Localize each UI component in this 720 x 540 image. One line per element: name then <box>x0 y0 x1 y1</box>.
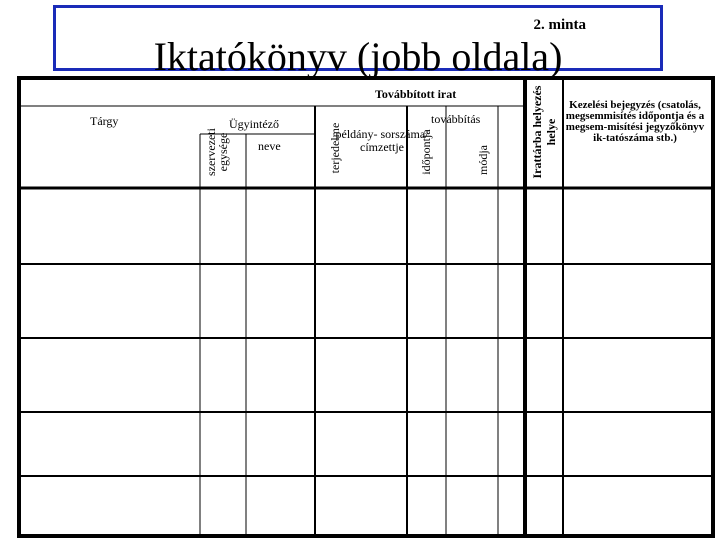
official-name-header: neve <box>258 139 281 153</box>
sample-number: 2. minta <box>533 17 586 33</box>
official-header: Ügyintéző <box>229 117 279 131</box>
subject-header: Tárgy <box>90 114 119 128</box>
archive-place-header: helye <box>544 118 558 146</box>
org-unit-header: szervezeti egysége <box>204 128 230 176</box>
page-title: Iktatókönyv (jobb oldala) <box>153 34 563 79</box>
forwarding-header: továbbítás <box>431 112 481 126</box>
forwarded-document-header: Továbbított irat <box>375 87 457 101</box>
method-header: módja <box>476 145 490 175</box>
register-table <box>17 76 717 540</box>
title-box <box>53 5 663 79</box>
extent-header: terjedelme <box>328 122 342 174</box>
archive-placement-header: Irattárba helyezés <box>530 85 544 179</box>
date-header: időpontja <box>419 129 433 175</box>
handling-note-header: Kezelési bejegyzés (csatolás, megsemmisítés időpontja és a megsem-misítési jegyzőkönyv ik-tatószáma stb.) <box>565 99 705 144</box>
copy-number-header: példány- sorszáma/ címzettje <box>335 127 429 154</box>
